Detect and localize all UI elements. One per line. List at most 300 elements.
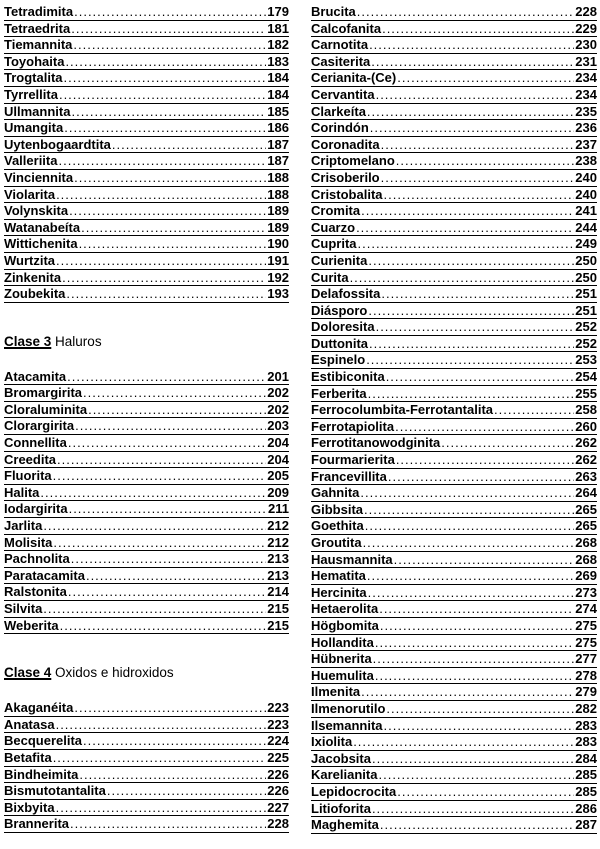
entry-page-number: 189 <box>267 203 289 219</box>
dot-leader <box>441 435 574 450</box>
entry-page-number: 238 <box>575 153 597 169</box>
entry-page-number: 188 <box>267 186 289 202</box>
entry-name: Karelianita <box>311 767 378 783</box>
dot-leader <box>81 220 266 235</box>
entry-page-number: 191 <box>267 252 289 268</box>
dot-leader <box>107 783 266 798</box>
dot-leader <box>56 717 267 732</box>
dot-leader <box>367 104 574 119</box>
entry-page-number: 252 <box>575 319 597 335</box>
index-entry <box>311 253 597 270</box>
index-entry <box>4 402 289 419</box>
index-entry <box>4 700 289 717</box>
dot-leader <box>368 303 574 318</box>
left-column <box>4 4 289 833</box>
entry-page-number: 179 <box>267 4 289 19</box>
entry-page-number: 211 <box>268 501 289 517</box>
index-entry <box>311 684 597 701</box>
index-entry <box>4 816 289 833</box>
index-entry <box>4 468 289 485</box>
entry-page-number: 231 <box>575 53 597 69</box>
entry-name: Hetaerolita <box>311 601 379 617</box>
index-entry <box>4 4 289 21</box>
index-entry <box>311 319 597 336</box>
entry-name: Lepidocrocita <box>311 783 397 799</box>
index-entry <box>311 270 597 287</box>
dot-leader <box>361 203 574 218</box>
index-entry <box>311 54 597 71</box>
entry-name: Weberita <box>4 617 59 633</box>
entry-page-number: 187 <box>267 136 289 152</box>
entry-page-number: 251 <box>575 286 597 302</box>
index-entry <box>311 485 597 502</box>
dot-leader <box>86 568 266 583</box>
entry-name: Wittichenita <box>4 236 78 252</box>
dot-leader <box>396 452 574 467</box>
dot-leader <box>57 452 266 467</box>
entry-page-number: 244 <box>575 219 597 235</box>
index-entry <box>4 104 289 121</box>
dot-leader <box>379 601 574 616</box>
index-entry <box>311 784 597 801</box>
entry-page-number: 258 <box>575 402 597 418</box>
entry-page-number: 201 <box>267 368 289 384</box>
entry-page-number: 212 <box>267 534 289 550</box>
dot-leader <box>74 4 266 19</box>
entry-page-number: 215 <box>267 601 289 616</box>
section-label: Clase 4 <box>4 665 52 681</box>
entry-page-number: 225 <box>267 749 289 765</box>
dot-leader <box>64 70 267 85</box>
entry-page-number: 226 <box>267 766 289 782</box>
dot-leader <box>381 137 575 152</box>
index-entry <box>4 137 289 154</box>
dot-leader <box>357 4 575 19</box>
dot-leader <box>380 817 574 832</box>
index-group-sulfides-end <box>4 4 289 303</box>
entry-page-number: 187 <box>267 153 289 169</box>
entry-page-number: 274 <box>575 601 597 617</box>
index-entry <box>4 800 289 817</box>
entry-page-number: 265 <box>575 518 597 534</box>
entry-name: Vinciennita <box>4 169 74 185</box>
entry-name: Cerianita-(Ce) <box>311 70 397 86</box>
entry-name: Wurtzita <box>4 252 56 268</box>
index-entry <box>4 187 289 204</box>
entry-page-number: 212 <box>267 518 289 534</box>
index-entry <box>4 236 289 253</box>
entry-name: Criptomelano <box>311 153 395 169</box>
dot-leader <box>386 701 574 716</box>
entry-name: Toyohaita <box>4 53 65 69</box>
dot-leader <box>56 800 267 815</box>
index-entry <box>311 303 597 320</box>
entry-page-number: 223 <box>267 700 289 716</box>
index-entry <box>311 386 597 403</box>
index-entry <box>311 469 597 486</box>
index-entry <box>4 70 289 87</box>
entry-page-number: 279 <box>575 684 597 700</box>
entry-page-number: 183 <box>267 53 289 69</box>
entry-page-number: 203 <box>267 418 289 434</box>
dot-leader <box>397 70 574 85</box>
index-entry <box>4 601 289 618</box>
entry-name: Zoubekita <box>4 286 66 302</box>
dot-leader <box>56 187 266 202</box>
dot-leader <box>365 518 575 533</box>
dot-leader <box>371 54 574 69</box>
entry-name: Ilsemannita <box>311 717 383 733</box>
index-entry <box>311 668 597 685</box>
index-entry <box>311 120 597 137</box>
dot-leader <box>88 402 266 417</box>
dot-leader <box>69 203 266 218</box>
entry-page-number: 285 <box>575 783 597 799</box>
dot-leader <box>368 585 575 600</box>
entry-name: Doloresita <box>311 319 375 335</box>
dot-leader <box>372 801 574 816</box>
index-entry <box>311 21 597 38</box>
index-entry <box>4 783 289 800</box>
entry-page-number: 241 <box>575 203 597 219</box>
dot-leader <box>372 751 574 766</box>
entry-name: Tiemannita <box>4 37 73 53</box>
dot-leader <box>397 784 574 799</box>
dot-leader <box>60 618 267 633</box>
dot-leader <box>83 385 266 400</box>
entry-name: Brucita <box>311 4 356 19</box>
index-entry <box>4 253 289 270</box>
entry-name: Gibbsita <box>311 501 364 517</box>
entry-name: Becquerelita <box>4 733 83 749</box>
entry-page-number: 202 <box>267 401 289 417</box>
entry-name: Cuarzo <box>311 219 356 235</box>
index-entry <box>311 286 597 303</box>
entry-page-number: 234 <box>575 70 597 86</box>
entry-page-number: 255 <box>575 385 597 401</box>
index-entry <box>311 502 597 519</box>
entry-name: Tetradimita <box>4 4 74 19</box>
entry-page-number: 287 <box>575 817 597 833</box>
entry-page-number: 213 <box>267 567 289 583</box>
entry-name: Bromargirita <box>4 385 83 401</box>
dot-leader <box>367 568 574 583</box>
entry-name: Diásporo <box>311 302 368 318</box>
entry-name: Cromita <box>311 203 361 219</box>
dot-leader <box>363 535 575 550</box>
entry-page-number: 273 <box>575 584 597 600</box>
index-entry <box>311 601 597 618</box>
index-entry <box>4 717 289 734</box>
entry-page-number: 237 <box>575 136 597 152</box>
dot-leader <box>370 120 575 135</box>
index-entry <box>4 568 289 585</box>
entry-page-number: 263 <box>575 468 597 484</box>
index-entry <box>4 170 289 187</box>
entry-page-number: 230 <box>575 37 597 53</box>
entry-page-number: 250 <box>575 269 597 285</box>
dot-leader <box>381 286 574 301</box>
entry-page-number: 268 <box>575 551 597 567</box>
index-entry <box>4 21 289 38</box>
entry-name: Högbomita <box>311 617 379 633</box>
dot-leader <box>368 386 575 401</box>
entry-page-number: 215 <box>267 617 289 633</box>
index-entry <box>4 153 289 170</box>
entry-page-number: 264 <box>575 485 597 501</box>
index-entry <box>311 104 597 121</box>
index-entry <box>4 203 289 220</box>
index-entry <box>4 584 289 601</box>
entry-page-number: 284 <box>575 750 597 766</box>
entry-name: Fourmarierita <box>311 452 395 468</box>
entry-name: Huemulita <box>311 667 374 683</box>
dot-leader <box>67 369 266 384</box>
section-heading-clase-3 <box>4 333 289 351</box>
entry-name: Hematita <box>311 568 366 584</box>
index-entry <box>311 452 597 469</box>
index-entry <box>4 369 289 386</box>
entry-page-number: 227 <box>267 799 289 815</box>
entry-name: Ralstonita <box>4 584 67 600</box>
entry-name: Cervantita <box>311 86 375 102</box>
index-entry <box>4 418 289 435</box>
index-entry <box>4 452 289 469</box>
entry-page-number: 262 <box>575 435 597 451</box>
dot-leader <box>79 236 267 251</box>
entry-name: Jarlita <box>4 518 43 534</box>
entry-page-number: 275 <box>575 617 597 633</box>
entry-name: Curita <box>311 269 349 285</box>
index-entry <box>311 187 597 204</box>
entry-page-number: 240 <box>575 169 597 185</box>
dot-leader <box>364 502 574 517</box>
dot-leader <box>373 651 575 666</box>
dot-leader <box>375 635 574 650</box>
entry-page-number: 224 <box>267 733 289 749</box>
index-entry <box>311 153 597 170</box>
dot-leader <box>74 170 266 185</box>
entry-name: Casiterita <box>311 53 371 69</box>
dot-leader <box>43 601 266 616</box>
entry-page-number: 269 <box>575 568 597 584</box>
dot-leader <box>375 668 574 683</box>
entry-page-number: 249 <box>575 236 597 252</box>
index-entry <box>4 270 289 287</box>
dot-leader <box>65 54 266 69</box>
index-entry <box>311 435 597 452</box>
section-title: Haluros <box>51 333 102 349</box>
entry-page-number: 181 <box>267 20 289 36</box>
entry-page-number: 268 <box>575 535 597 550</box>
entry-name: Delafossita <box>311 286 381 302</box>
index-entry <box>311 170 597 187</box>
index-entry <box>311 402 597 419</box>
entry-name: Creedita <box>4 451 57 467</box>
dot-leader <box>74 700 266 715</box>
index-entry <box>4 767 289 784</box>
index-group-oxidos <box>4 700 289 833</box>
entry-page-number: 229 <box>575 20 597 36</box>
entry-name: Violarita <box>4 186 56 202</box>
entry-page-number: 223 <box>267 716 289 732</box>
index-entry <box>4 535 289 552</box>
entry-name: Cloraluminita <box>4 401 88 417</box>
index-entry <box>311 751 597 768</box>
entry-page-number: 285 <box>575 767 597 783</box>
index-entry <box>311 369 597 386</box>
entry-page-number: 286 <box>575 800 597 816</box>
index-entry <box>311 535 597 552</box>
index-entry <box>4 37 289 54</box>
dot-leader <box>53 750 267 765</box>
entry-name: Akaganéita <box>4 700 74 716</box>
dot-leader <box>64 120 266 135</box>
entry-page-number: 235 <box>575 103 597 119</box>
dot-leader <box>70 816 266 831</box>
index-entry <box>311 635 597 652</box>
index-entry <box>4 750 289 767</box>
index-entry <box>311 70 597 87</box>
entry-name: Duttonita <box>311 335 369 351</box>
index-entry <box>311 585 597 602</box>
index-entry <box>311 336 597 353</box>
entry-name: Jacobsita <box>311 750 371 766</box>
dot-leader <box>376 87 575 102</box>
entry-page-number: 240 <box>575 186 597 202</box>
dot-leader <box>79 767 266 782</box>
dot-leader <box>360 485 574 500</box>
entry-name: Espinelo <box>311 352 366 368</box>
entry-name: Ilmenorutilo <box>311 700 386 716</box>
index-entry <box>311 37 597 54</box>
entry-page-number: 186 <box>267 120 289 136</box>
index-entry <box>311 734 597 751</box>
entry-page-number: 188 <box>267 169 289 185</box>
entry-page-number: 184 <box>267 70 289 86</box>
dot-leader <box>388 469 574 484</box>
entry-name: Corindón <box>311 120 369 136</box>
index-entry <box>311 767 597 784</box>
index-entry <box>4 435 289 452</box>
dot-leader <box>43 518 266 533</box>
entry-name: Cristobalita <box>311 186 383 202</box>
entry-name: Bismutotantalita <box>4 783 106 799</box>
dot-leader <box>83 733 266 748</box>
index-entry <box>4 54 289 71</box>
entry-name: Ixiolita <box>311 734 353 750</box>
entry-name: Ferrotapiolita <box>311 418 395 434</box>
dot-leader <box>353 734 574 749</box>
entry-page-number: 283 <box>575 734 597 750</box>
entry-page-number: 184 <box>267 86 289 102</box>
dot-leader <box>58 153 266 168</box>
entry-page-number: 253 <box>575 352 597 368</box>
dot-leader <box>381 170 575 185</box>
entry-name: Francevillita <box>311 468 387 484</box>
dot-leader <box>75 418 266 433</box>
entry-page-number: 252 <box>575 335 597 351</box>
entry-page-number: 214 <box>267 584 289 600</box>
entry-page-number: 185 <box>267 103 289 119</box>
entry-name: Goethita <box>311 518 364 534</box>
dot-leader <box>368 253 574 268</box>
entry-page-number: 251 <box>575 302 597 318</box>
entry-name: Paratacamita <box>4 567 85 583</box>
dot-leader <box>395 419 574 434</box>
index-entry <box>311 87 597 104</box>
dot-leader <box>71 551 267 566</box>
dot-leader <box>53 535 266 550</box>
index-entry <box>311 419 597 436</box>
entry-name: Trogtalita <box>4 70 63 86</box>
dot-leader <box>361 684 574 699</box>
dot-leader <box>59 87 266 102</box>
dot-leader <box>66 286 266 301</box>
entry-name: Coronadita <box>311 136 380 152</box>
index-entry <box>4 518 289 535</box>
entry-name: Anatasa <box>4 716 55 732</box>
index-entry <box>311 651 597 668</box>
entry-page-number: 182 <box>267 37 289 53</box>
entry-name: Iodargirita <box>4 501 68 517</box>
dot-leader <box>358 236 575 251</box>
entry-name: Valleriita <box>4 153 58 169</box>
entry-name: Bixbyita <box>4 799 55 815</box>
entry-page-number: 234 <box>575 86 597 102</box>
entry-name: Ferberita <box>311 385 367 401</box>
entry-page-number: 204 <box>267 451 289 467</box>
entry-name: Halita <box>4 484 40 500</box>
dot-leader <box>369 336 574 351</box>
dot-leader <box>380 618 574 633</box>
dot-leader <box>356 220 574 235</box>
index-entry <box>311 518 597 535</box>
index-entry <box>311 352 597 369</box>
entry-page-number: 228 <box>575 4 597 19</box>
entry-name: Hercinita <box>311 584 367 600</box>
index-entry <box>311 801 597 818</box>
index-entry <box>4 220 289 237</box>
dot-leader <box>396 153 575 168</box>
index-entry <box>311 236 597 253</box>
entry-page-number: 204 <box>267 435 289 451</box>
entry-name: Atacamita <box>4 368 67 384</box>
entry-page-number: 226 <box>267 783 289 799</box>
entry-name: Uytenbogaardtita <box>4 136 111 152</box>
entry-page-number: 189 <box>267 219 289 235</box>
entry-name: Ilmenita <box>311 684 361 700</box>
entry-page-number: 262 <box>575 452 597 468</box>
index-entry <box>4 120 289 137</box>
right-column <box>311 4 597 834</box>
index-entry <box>311 701 597 718</box>
entry-page-number: 209 <box>267 484 289 500</box>
entry-name: Groutita <box>311 535 362 550</box>
entry-page-number: 265 <box>575 501 597 517</box>
dot-leader <box>384 187 575 202</box>
dot-leader <box>112 137 266 152</box>
entry-page-number: 277 <box>575 651 597 667</box>
dot-leader <box>56 253 266 268</box>
entry-name: Cuprita <box>311 236 357 252</box>
index-entry <box>311 220 597 237</box>
index-entry <box>311 618 597 635</box>
index-entry <box>4 385 289 402</box>
entry-page-number: 202 <box>267 385 289 401</box>
dot-leader <box>69 501 267 516</box>
index-entry <box>311 817 597 834</box>
